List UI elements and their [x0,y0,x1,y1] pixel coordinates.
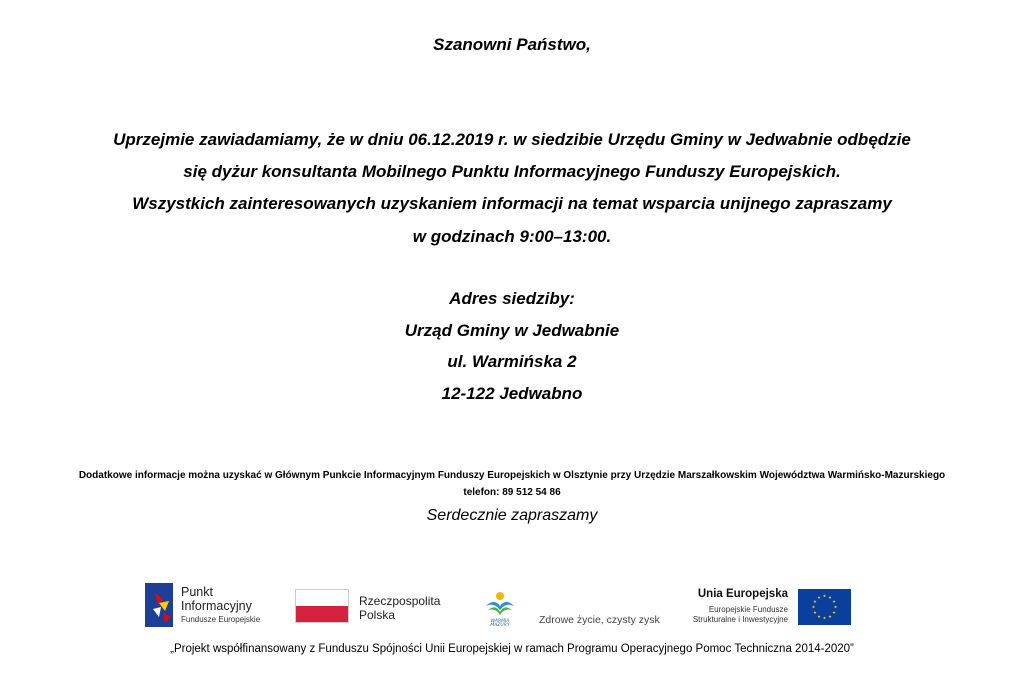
body-line: w godzinach 9:00–13:00. [412,227,612,246]
greeting: Szanowni Państwo, [433,35,591,54]
svg-text:MAZURY: MAZURY [490,623,510,626]
ue-line1: Unia Europejska [697,588,788,600]
rp-line1: Rzeczpospolita [359,594,441,608]
warmia-slogan: Zdrowe życie, czysty zysk [539,614,660,626]
ue-line3: Strukturalne i Inwestycyjne [692,615,788,624]
body-line: się dyżur konsultanta Mobilnego Punktu Informacyjnego Funduszy Europejskich. [183,162,841,181]
address-line: ul. Warmińska 2 [447,352,577,371]
body-line: Wszystkich zainteresowanych uzyskaniem informacji na temat wsparcia unijnego zapraszamy [132,194,892,213]
punkt-line3: Fundusze Europejskie [181,615,261,624]
punkt-line1: Punkt [181,585,213,599]
svg-text:WARMIA: WARMIA [490,619,510,624]
rp-line2: Polska [359,608,396,622]
phone: telefon: 89 512 54 86 [463,487,561,498]
eu-flag-icon [798,589,851,625]
ue-line2: Europejskie Fundusze [708,605,788,614]
warmia-mazury-icon [482,588,518,626]
address-line: 12-122 Jedwabno [441,384,583,403]
punkt-informacyjny-icon [145,583,173,627]
logo-strip [0,580,1024,630]
polish-flag-icon [295,589,349,623]
extra-info: Dodatkowe informacje można uzyskać w Głównym Punkcie Informacyjnym Funduszy Europejskich w Olsztynie przy Urzędzie Marszałkowskim Województwa Warmińsko-Mazurskiego [78,470,946,481]
footer-note: „Projekt współfinansowany z Funduszu Spójności Unii Europejskiej w ramach Programu Operacyjnego Pomoc Techniczna 2014-2020” [170,643,854,655]
punkt-line2: Informacyjny [181,599,252,613]
closing: Serdecznie zapraszamy [426,507,598,524]
body-line: Uprzejmie zawiadamiamy, że w dniu 06.12.2019 r. w siedzibie Urzędu Gminy w Jedwabnie odbędzie [113,130,911,149]
address-heading: Adres siedziby: [449,289,575,308]
address-line: Urząd Gminy w Jedwabnie [404,321,620,340]
